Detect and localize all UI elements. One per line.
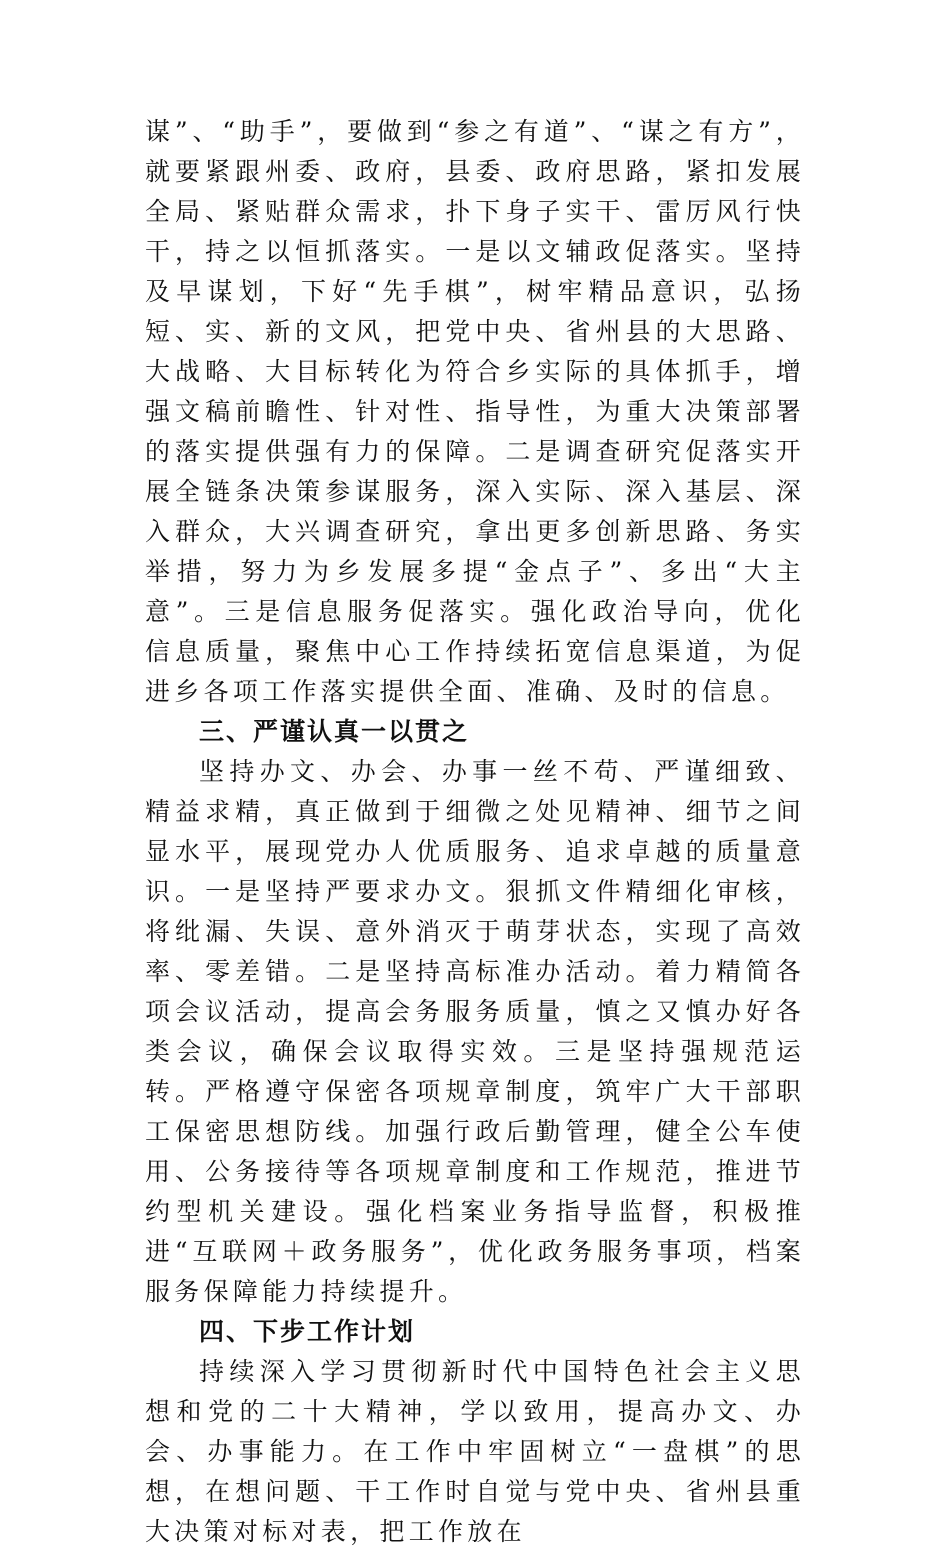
section-heading-3: 三、严谨认真一以贯之: [199, 717, 470, 746]
section-heading-4: 四、下步工作计划: [199, 1317, 416, 1346]
document-body: [145, 112, 805, 1552]
paragraph-continued: 谋”、“助手”，要做到“参之有道”、“谋之有方”，就要紧跟州委、政府，县委、政府思路，紧扣发展全局、紧贴群众需求，扑下身子实干、雷厉风行快干，持之以恒抓落实。一是以文辅政促落实。坚持及早谋划，下好“先手棋”，树牢精品意识，弘扬短、实、新的文风，把党中央、省州县的大思路、大战略、大目标转化为符合乡实际的具体抓手，增强文稿前瞻性、针对性、指导性，为重大决策部署的落实提供强有力的保障。二是调查研究促落实开展全链条决策参谋服务，深入实际、深入基层、深入群众，大兴调查研究，拿出更多创新思路、务实举措，努力为乡发展多提“金点子”、多出“大主意”。三是信息服务促落实。强化政治导向，优化信息质量，聚焦中心工作持续拓宽信息渠道，为促进乡各项工作落实提供全面、准确、及时的信息。: [145, 117, 805, 706]
paragraph-section-4: 持续深入学习贯彻新时代中国特色社会主义思想和党的二十大精神，学以致用，提高办文、办会、办事能力。在工作中牢固树立“一盘棋”的思想，在想问题、干工作时自觉与党中央、省州县重大决策对标对表，把工作放在: [145, 1357, 805, 1546]
paragraph-section-3: 坚持办文、办会、办事一丝不苟、严谨细致、精益求精，真正做到于细微之处见精神、细节之间显水平，展现党办人优质服务、追求卓越的质量意识。一是坚持严要求办文。狠抓文件精细化审核，将纰漏、失误、意外消灭于萌芽状态，实现了高效率、零差错。二是坚持高标准办活动。着力精简各项会议活动，提高会务服务质量，慎之又慎办好各类会议，确保会议取得实效。三是坚持强规范运转。严格遵守保密各项规章制度，筑牢广大干部职工保密思想防线。加强行政后勤管理，健全公车使用、公务接待等各项规章制度和工作规范，推进节约型机关建设。强化档案业务指导监督，积极推进“互联网＋政务服务”，优化政务服务事项，档案服务保障能力持续提升。: [145, 757, 805, 1306]
